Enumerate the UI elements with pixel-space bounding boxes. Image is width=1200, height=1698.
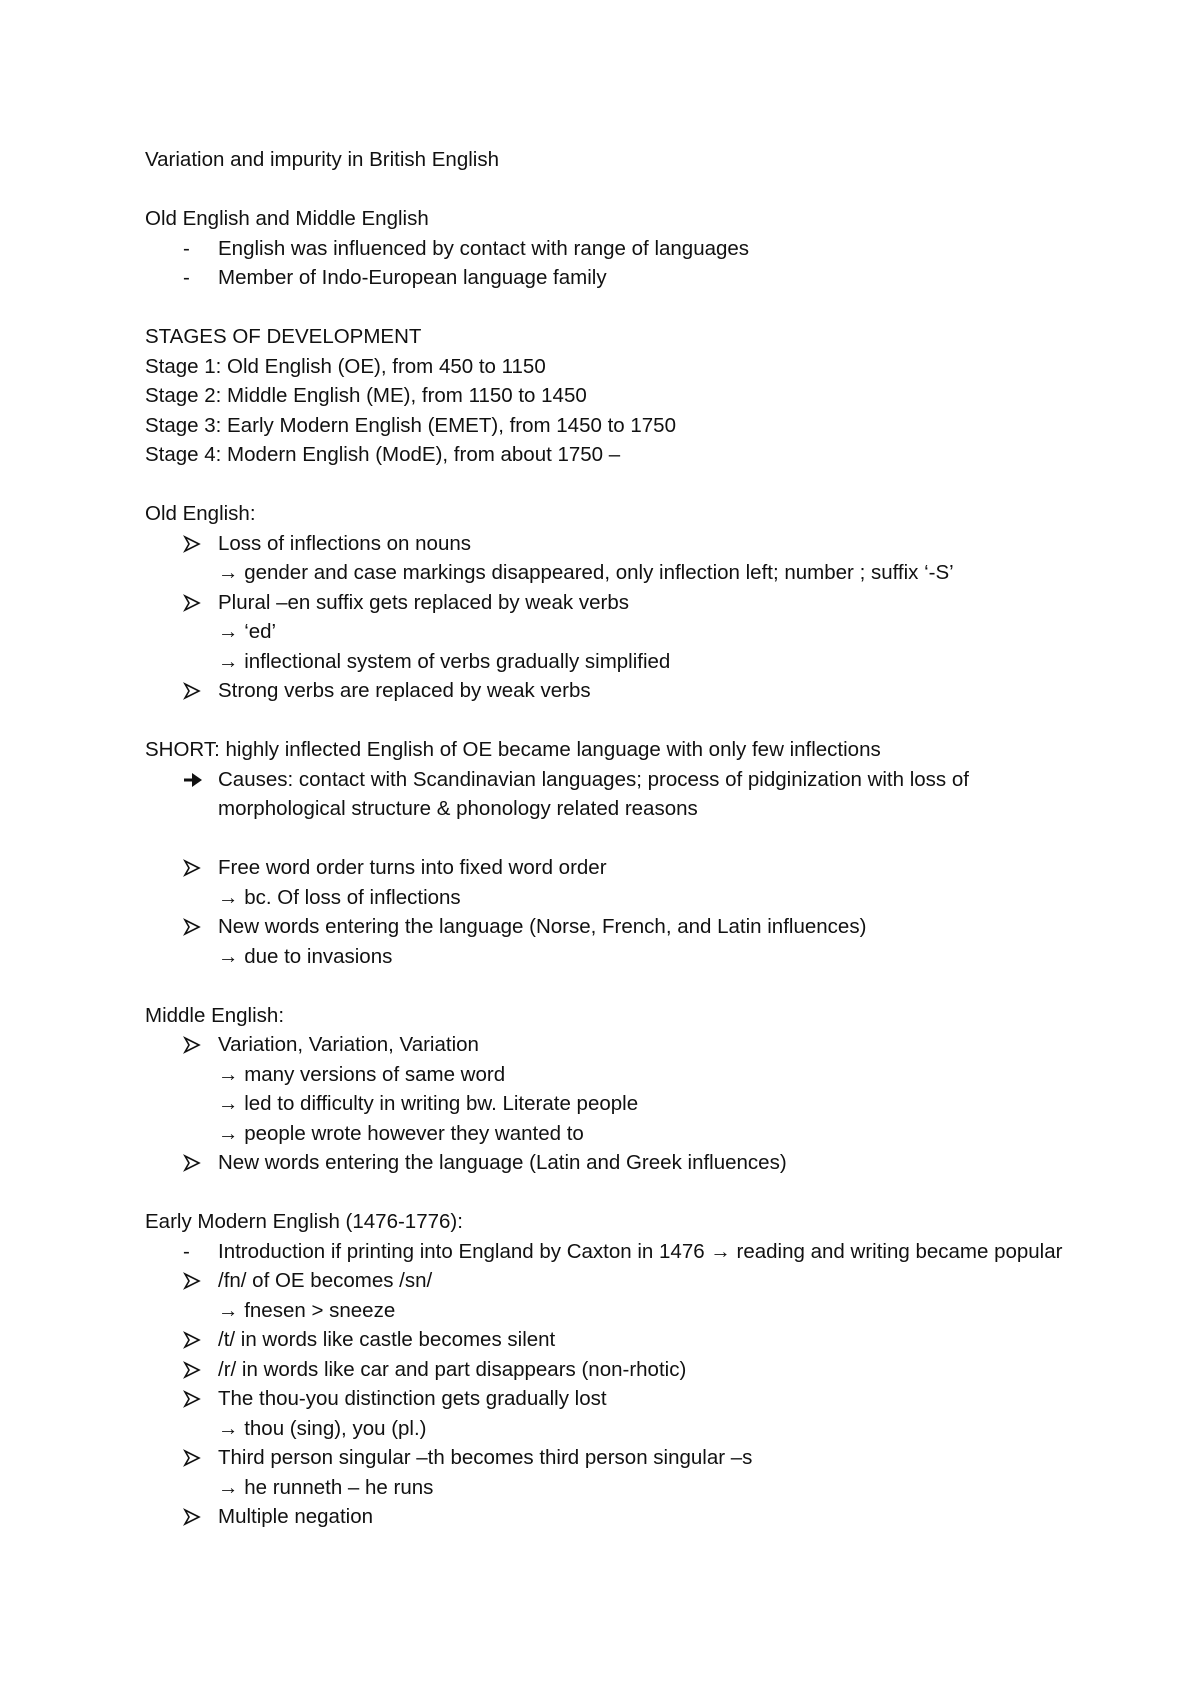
sub-item: → gender and case markings disappeared, only inflection left; number ; suffix ‘-S’ [218, 561, 954, 584]
thin-arrow-icon: → [710, 1239, 731, 1263]
thin-arrow-icon: → [218, 1062, 239, 1086]
thin-arrow-icon: → [218, 1121, 239, 1145]
list-item: The thou-you distinction gets gradually lost [145, 1384, 1075, 1414]
sub-item: → thou (sing), you (pl.) [218, 1416, 427, 1440]
arrowhead-bullet-icon [183, 1148, 207, 1178]
list-item: Loss of inflections on nouns [145, 529, 1075, 559]
section-heading: Middle English: [145, 1003, 285, 1027]
thin-arrow-icon: → [218, 620, 239, 643]
list-item: Free word order turns into fixed word order [145, 853, 1075, 883]
arrowhead-bullet-icon [183, 1384, 207, 1414]
list-item: Plural –en suffix gets replaced by weak verbs [145, 588, 1075, 618]
section-heading: Old English: [145, 502, 256, 525]
arrowhead-bullet-icon [183, 529, 207, 559]
sub-item: → due to invasions [218, 944, 393, 968]
list-item: New words entering the language (Latin and Greek influences) [145, 1148, 1075, 1178]
dash-marker: - [183, 266, 190, 289]
list-item: /fn/ of OE becomes /sn/ [145, 1266, 1075, 1296]
arrowhead-bullet-icon [183, 853, 207, 883]
sub-item: → he runneth – he runs [218, 1475, 434, 1499]
dash-marker: - [183, 1239, 190, 1263]
document-body [145, 145, 1075, 1532]
arrowhead-bullet-icon [183, 1443, 207, 1473]
sub-item: → fnesen > sneeze [218, 1298, 396, 1322]
arrowhead-bullet-icon [183, 912, 207, 942]
arrowhead-bullet-icon [183, 1325, 207, 1355]
arrowhead-bullet-icon [183, 588, 207, 618]
stage-line: Stage 1: Old English (OE), from 450 to 1150 [145, 354, 546, 378]
list-item: Third person singular –th becomes third person singular –s [145, 1443, 1075, 1473]
sub-item: → bc. Of loss of inflections [218, 885, 461, 909]
section-heading: STAGES OF DEVELOPMENT [145, 325, 422, 348]
list-item: Strong verbs are replaced by weak verbs [145, 676, 1075, 706]
section-heading: Old English and Middle English [145, 207, 429, 230]
thin-arrow-icon: → [218, 1298, 239, 1322]
arrowhead-bullet-icon [183, 1355, 207, 1385]
list-item: - English was influenced by contact with range of languages [145, 234, 1075, 264]
thin-arrow-icon: → [218, 1475, 239, 1499]
list-item: /t/ in words like castle becomes silent [145, 1325, 1075, 1355]
stage-line: Stage 3: Early Modern English (EMET), from 1450 to 1750 [145, 413, 676, 437]
list-item: /r/ in words like car and part disappears (non-rhotic) [145, 1355, 1075, 1385]
list-item: - Member of Indo-European language family [145, 263, 1075, 293]
sub-item: → people wrote however they wanted to [218, 1121, 584, 1145]
cause-item: Causes: contact with Scandinavian languages; process of pidginization with loss of morphological structure & phonology related reasons [145, 765, 1075, 824]
dash-marker: - [183, 236, 190, 260]
stage-line: Stage 2: Middle English (ME), from 1150 to 1450 [145, 384, 587, 407]
thin-arrow-icon: → [218, 649, 239, 673]
arrowhead-bullet-icon [183, 1030, 207, 1060]
thin-arrow-icon: → [218, 561, 239, 584]
list-item: Variation, Variation, Variation [145, 1030, 1075, 1060]
arrowhead-bullet-icon [183, 676, 207, 706]
bold-arrow-icon [183, 765, 207, 795]
sub-item: → ‘ed’ [218, 620, 277, 643]
document-title: Variation and impurity in British English [145, 148, 499, 171]
sub-item: → led to difficulty in writing bw. Literate people [218, 1092, 639, 1115]
stage-line: Stage 4: Modern English (ModE), from about 1750 – [145, 443, 621, 466]
summary-line: SHORT: highly inflected English of OE became language with only few inflections [145, 738, 881, 761]
thin-arrow-icon: → [218, 1416, 239, 1440]
list-item: Multiple negation [145, 1502, 1075, 1532]
list-item: - Introduction if printing into England by Caxton in 1476 → reading and writing became popular [145, 1237, 1075, 1267]
thin-arrow-icon: → [218, 1092, 239, 1115]
thin-arrow-icon: → [218, 944, 239, 968]
section-heading: Early Modern English (1476-1776): [145, 1210, 463, 1233]
sub-item: → many versions of same word [218, 1062, 506, 1086]
thin-arrow-icon: → [218, 885, 239, 909]
sub-item: → inflectional system of verbs gradually simplified [218, 649, 671, 673]
arrowhead-bullet-icon [183, 1502, 207, 1532]
arrowhead-bullet-icon [183, 1266, 207, 1296]
list-item: New words entering the language (Norse, French, and Latin influences) [145, 912, 1075, 942]
